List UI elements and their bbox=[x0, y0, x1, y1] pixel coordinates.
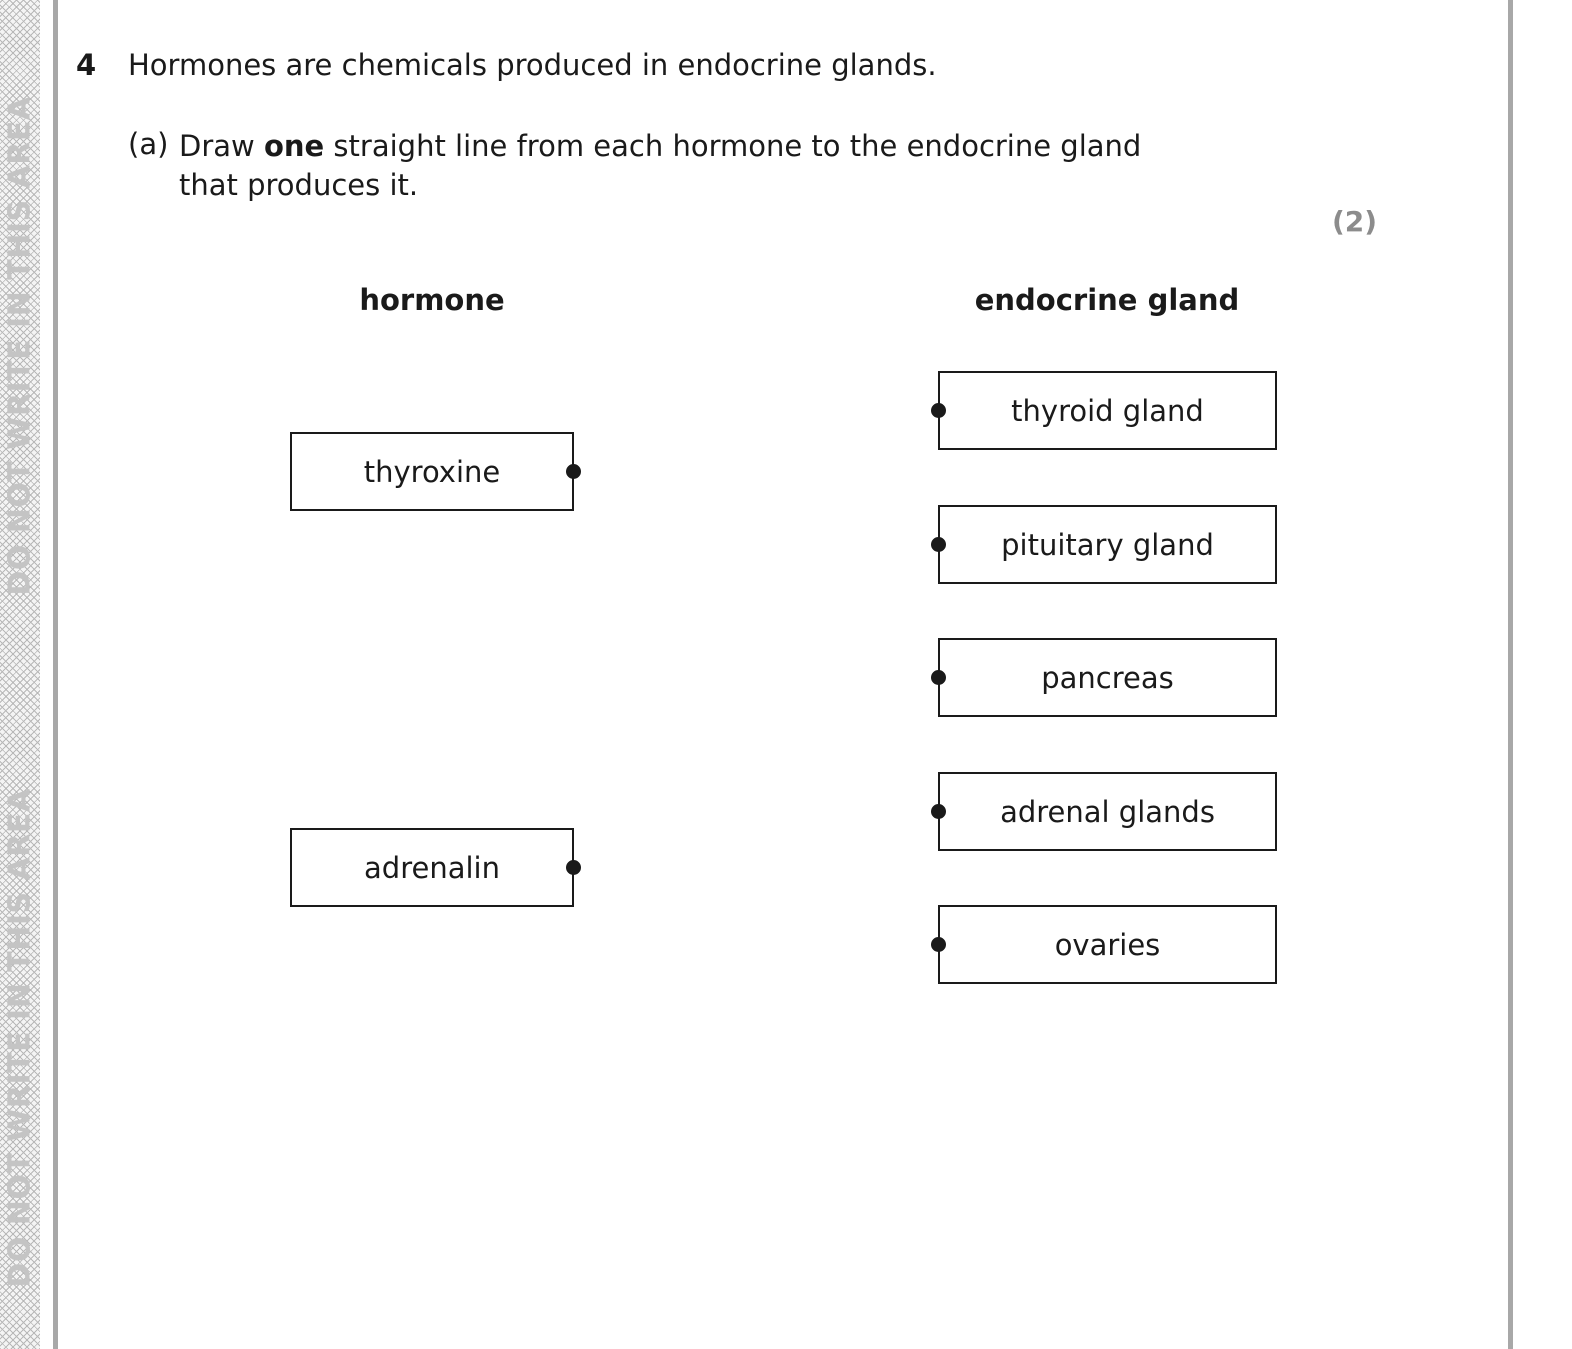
left-margin-strip bbox=[0, 0, 40, 1349]
gland-box-ovaries: ovaries bbox=[938, 905, 1277, 984]
gland-box-thyroid: thyroid gland bbox=[938, 371, 1277, 450]
page-border-left bbox=[53, 0, 58, 1349]
gland-dot-thyroid[interactable] bbox=[931, 403, 946, 418]
instruction-start: Draw bbox=[179, 129, 264, 163]
marks-available: (2) bbox=[1332, 205, 1378, 238]
hormone-column-heading: hormone bbox=[359, 283, 505, 317]
hormone-box-adrenalin: adrenalin bbox=[290, 828, 574, 907]
gland-column-heading: endocrine gland bbox=[974, 283, 1240, 317]
hormone-box-thyroxine: thyroxine bbox=[290, 432, 574, 511]
instruction-emphasis: one bbox=[263, 129, 325, 163]
margin-warning-lower: DO NOT WRITE IN THIS AREA bbox=[2, 788, 38, 1288]
question-number: 4 bbox=[76, 48, 97, 82]
part-instruction bbox=[179, 127, 1189, 205]
gland-dot-pancreas[interactable] bbox=[931, 670, 946, 685]
hormone-dot-thyroxine[interactable] bbox=[566, 464, 581, 479]
gland-dot-adrenal[interactable] bbox=[931, 804, 946, 819]
gland-box-pancreas: pancreas bbox=[938, 638, 1277, 717]
gland-box-pituitary: pituitary gland bbox=[938, 505, 1277, 584]
question-stem: Hormones are chemicals produced in endocrine glands. bbox=[128, 48, 937, 82]
instruction-end: straight line from each hormone to the endocrine gland that produces it. bbox=[179, 129, 1142, 202]
gland-dot-pituitary[interactable] bbox=[931, 537, 946, 552]
gland-dot-ovaries[interactable] bbox=[931, 937, 946, 952]
hormone-dot-adrenalin[interactable] bbox=[566, 860, 581, 875]
page-border-right bbox=[1508, 0, 1513, 1349]
gland-box-adrenal: adrenal glands bbox=[938, 772, 1277, 851]
part-label: (a) bbox=[128, 127, 169, 161]
margin-warning-upper: DO NOT WRITE IN THIS AREA bbox=[2, 96, 38, 596]
